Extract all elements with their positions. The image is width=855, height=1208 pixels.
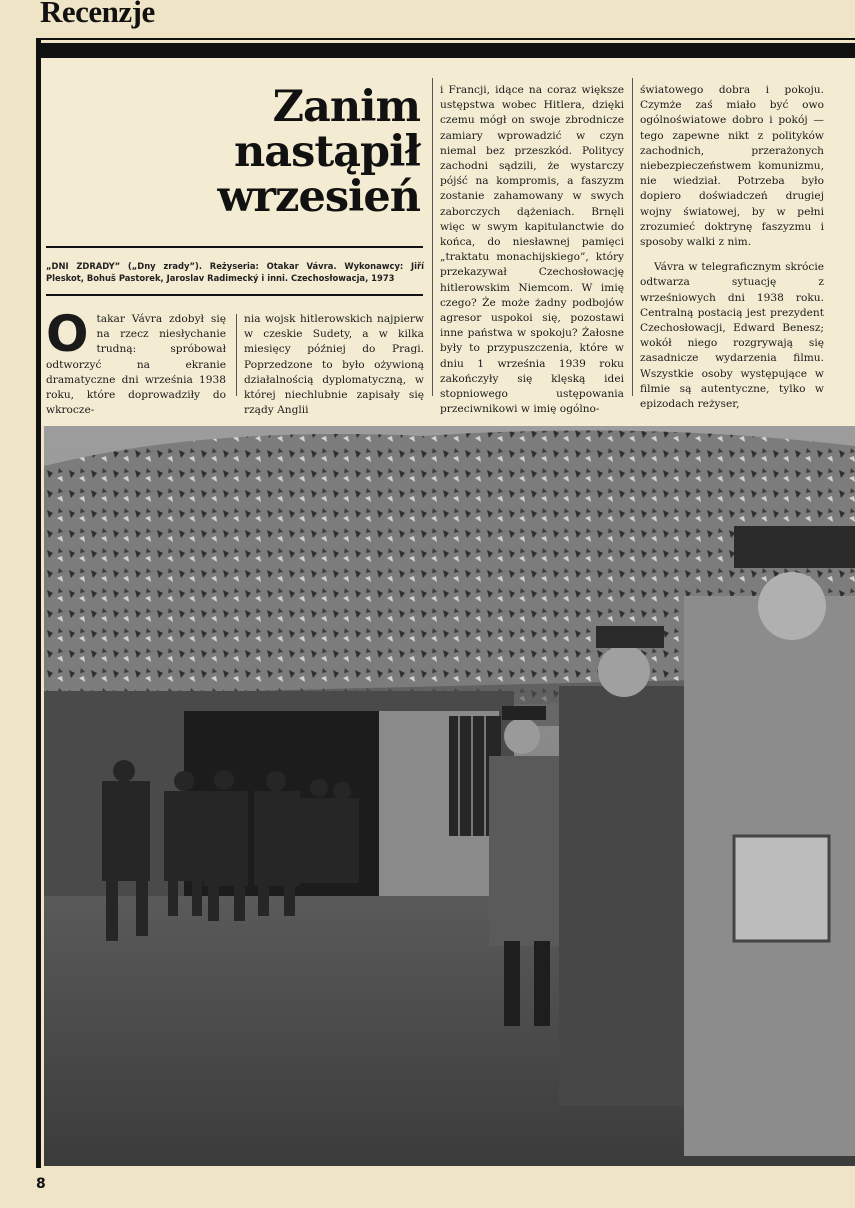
column-3-text: i Francji, idące na coraz większe ustępstwa wobec Hitlera, dzięki czemu mógł on swoje zbrodnicze zamiary wprowadzić w czyn niemal bez przeszkód. Politycy zachodni sądzili, że wystarczy pójść na kompromis, a faszyzm zostanie zahamowany w swych zaborczych dążeniach. Brnęli więc w swym kapitulanctwie do końca, do niesławnej pamięci „traktatu monachijskiego”, który przekazywał Czechosłowację hitlerowskim Niemcom. W imię czego? Że może żadny podbojów agresor uspokoi się, pozostawi inne państwa w spokoju? Żałosne były to przypuszczenia, które w dniu 1 września 1939 roku zakończyły się klęską idei stopniowego ustępowania przeciwnikowi w imię ogólno- bbox=[440, 84, 624, 416]
column-2-text: nia wojsk hitlerowskich najpierw w czeskie Sudety, a w kilka miesięcy później do Pragi. Poprzedzone to było ożywioną działalnością dyplomatyczną, w której niechlubnie zapisały się rządy Anglii bbox=[244, 313, 424, 417]
film-credits: „DNI ZDRADY” („Dny zrady”). Reżyseria: Otakar Vávra. Wykonawcy: Jiří Pleskot, Bohuš Pastorek, Jaroslav Radimecký i inni. Czechosłowacja, 1973 bbox=[46, 261, 424, 283]
header-rule-thin bbox=[38, 38, 855, 40]
column-divider bbox=[432, 78, 433, 396]
article-column-2 bbox=[244, 312, 424, 418]
column-divider bbox=[632, 78, 633, 396]
article-column-4 bbox=[640, 83, 824, 412]
column-1-text: takar Vávra zdobył się na rzecz niesłychanie trudną: spróbował odtworzyć na ekranie dramatyczne dni września 1938 roku, które doprowadziły do wkrocze- bbox=[46, 313, 226, 417]
credits-rule-top bbox=[46, 246, 423, 248]
credits-rule-bottom bbox=[46, 294, 423, 296]
drop-cap: O bbox=[46, 305, 89, 363]
article-column-1 bbox=[46, 305, 226, 418]
article-title: Zanim nastąpił wrzesień bbox=[217, 82, 420, 222]
section-label: Recenzje bbox=[40, 0, 155, 29]
article-column-3 bbox=[440, 83, 624, 417]
column-4-text-a: światowego dobra i pokoju. Czymże zaś miało być owo ogólnoświatowe dobro i pokój — tego zapewne nikt z polityków zachodnich, przerażonych niebezpieczeństwem komunizmu, nie wiedział. Potrzeba było dopiero doświadczeń drugiej wojny światowej, by w pełni zrozumieć doktrynę faszyzmu i sposoby walki z nim. bbox=[640, 84, 824, 249]
film-still-photo bbox=[44, 426, 855, 1166]
film-still-illustration bbox=[44, 426, 855, 1166]
column-divider bbox=[236, 314, 237, 396]
page-number: 8 bbox=[36, 1176, 46, 1192]
column-4-text-b: Vávra w telegraficznym skrócie odtwarza sytuację z wrześniowych dni 1938 roku. Centralną postacią jest prezydent Czechosłowacji, Edward Benesz; wokół niego rozgrywają się zasadnicze wydarzenia filmu. Wszystkie osoby występujące w filmie są autentyczne, tylko w epizodach reżyser, bbox=[640, 261, 824, 411]
header-rule-thick bbox=[38, 43, 855, 58]
